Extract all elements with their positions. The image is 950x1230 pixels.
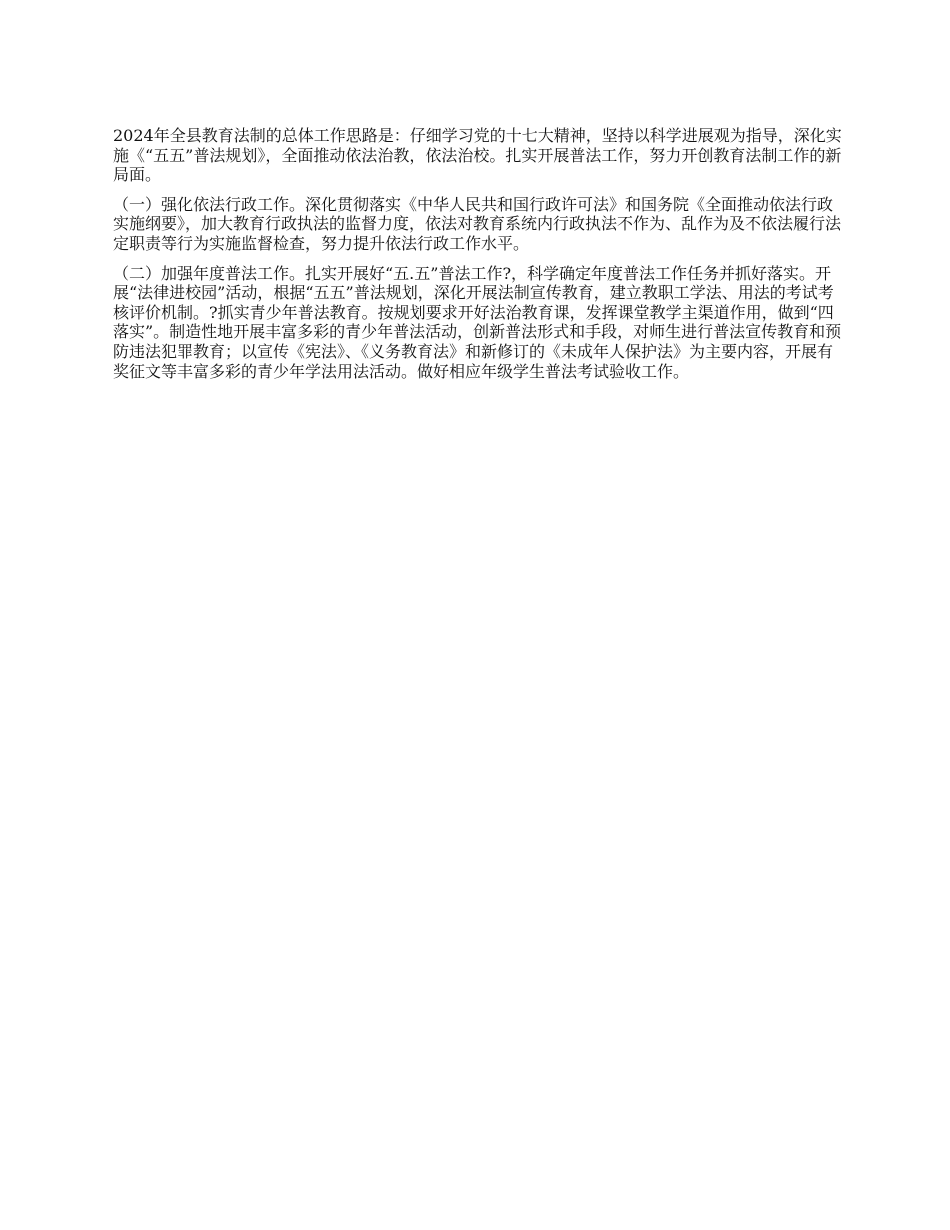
document-body [113, 126, 843, 391]
paragraph-administration-by-law: （一）强化依法行政工作。深化贯彻落实《中华人民共和国行政许可法》和国务院《全面推动依法行政实施纲要》，加大教育行政执法的监督力度，依法对教育系统内行政执法不作为、乱作为及不依法履行法定职责等行为实施监督检查，努力提升依法行政工作水平。 [113, 194, 842, 253]
paragraph-work-plan-overview: 2024年全县教育法制的总体工作思路是：仔细学习党的十七大精神，坚持以科学进展观为指导，深化实施《“五五”普法规划》，全面推动依法治教，依法治校。扎实开展普法工作，努力开创教育法制工作的新局面。 [113, 126, 842, 185]
paragraph-annual-law-education: （二）加强年度普法工作。扎实开展好“五.五”普法工作?，科学确定年度普法工作任务并抓好落实。开展“法律进校园”活动，根据“五五”普法规划，深化开展法制宣传教育，建立教职工学法、用法的考试考核评价机制。?抓实青少年普法教育。按规划要求开好法治教育课，发挥课堂教学主渠道作用，做到“四落实”。制造性地开展丰富多彩的青少年普法活动，创新普法形式和手段，对师生进行普法宣传教育和预防违法犯罪教育；以宣传《宪法》、《义务教育法》和新修订的《未成年人保护法》为主要内容，开展有奖征文等丰富多彩的青少年学法用法活动。做好相应年级学生普法考试验收工作。 [113, 263, 842, 381]
